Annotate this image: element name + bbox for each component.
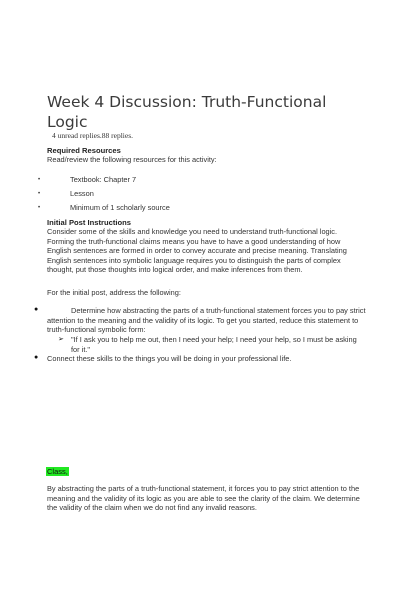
page-title: Week 4 Discussion: Truth-Functional Logic — [47, 93, 327, 131]
resource-item: Minimum of 1 scholarly source — [70, 203, 170, 212]
required-resources-heading: Required Resources — [47, 146, 121, 155]
sub-bullet-quote: "If I ask you to help me out, then I need your help; I need your help, so I must be asking for it." — [71, 335, 357, 354]
reply-count[interactable]: 4 unread replies.88 replies. — [52, 131, 134, 140]
bullet-dot-icon: • — [38, 191, 41, 197]
arrow-bullet-icon: ➢ — [58, 336, 64, 343]
resource-item: Textbook: Chapter 7 — [70, 175, 137, 184]
instructions-heading: Initial Post Instructions — [47, 218, 131, 227]
bullet-dot-icon: • — [38, 205, 41, 211]
instructions-body: Consider some of the skills and knowledge you need to understand truth-functional logic. Forming the truth-functional claims means you have to have a good understanding of how English sentences are formed in order to convey accurate and precise meaning. Translating English sentences into symbolic language requires you to distinguish the parts of complex thought, put those thoughts into logical order, and make inferences from them. — [47, 227, 347, 275]
instructions-lead: For the initial post, address the following: — [47, 288, 181, 297]
instruction-bullet-text: Determine how abstracting the parts of a truth-functional statement forces you to pay strict attention to the meaning and the validity of its logic. To get you started, reduce this statement to truth-functional symbolic form: — [47, 306, 366, 335]
response-greeting: Class, — [47, 467, 68, 476]
bullet-dot-icon: ● — [34, 354, 39, 361]
instruction-bullet-text: Connect these skills to the things you will be doing in your professional life. — [47, 354, 292, 363]
instruction-bullet — [47, 354, 367, 364]
response-body: By abstracting the parts of a truth-functional statement, it forces you to pay strict attention to the meaning and the validity of its logic as you are able to see the clarity of the claim. We determine the validity of the claim when we do not find any invalid reasons. — [47, 484, 360, 513]
required-resources-intro: Read/review the following resources for this activity: — [47, 155, 217, 164]
bullet-dot-icon: ● — [34, 306, 39, 313]
bullet-dot-icon: • — [38, 177, 41, 183]
instruction-bullet — [47, 306, 367, 335]
resource-item: Lesson — [70, 189, 94, 198]
